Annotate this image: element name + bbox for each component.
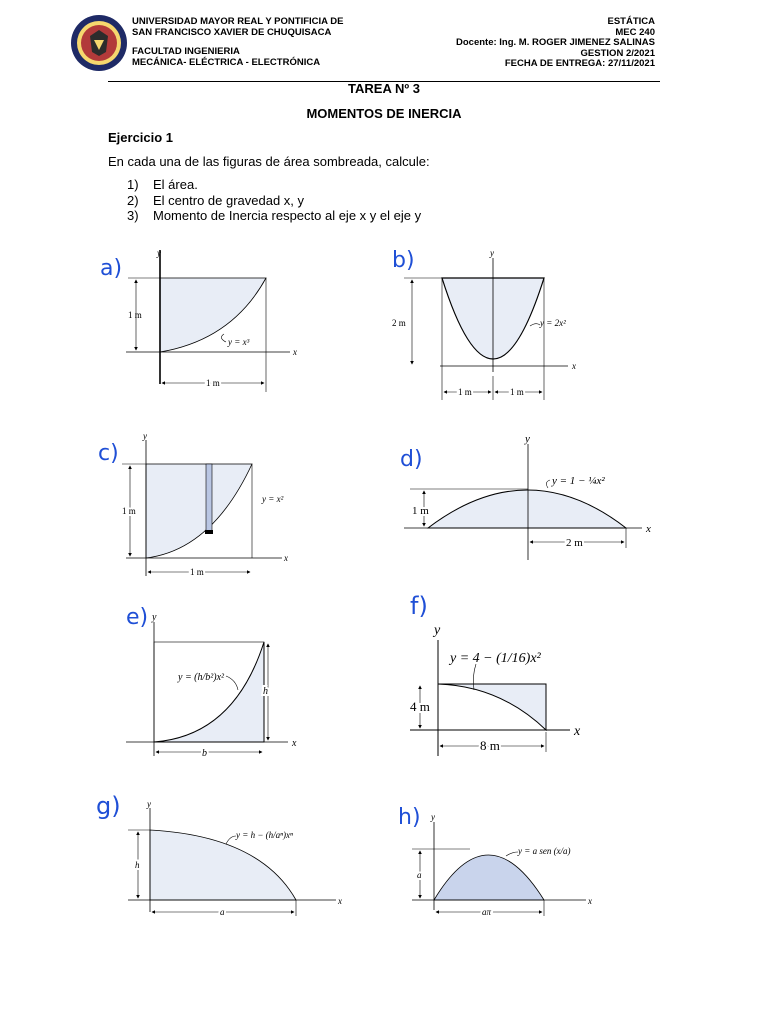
figure-d-tag: d) (400, 447, 423, 472)
figure-h-axis-y: y (431, 812, 435, 822)
figure-d (400, 433, 651, 560)
faculty-programs: MECÁNICA- ELÉCTRICA - ELECTRÓNICA (132, 56, 321, 68)
gestion: GESTION 2/2021 (580, 47, 655, 59)
page-subtitle: MOMENTOS DE INERCIA (306, 106, 462, 121)
figure-b-axis-x: x (572, 361, 576, 371)
figure-h-equation: y = a sen (x/a) (518, 846, 571, 856)
figure-g-axis-x: x (338, 896, 342, 906)
figure-b-equation: y = 2x² (540, 318, 566, 328)
due-date: FECHA DE ENTREGA: 27/11/2021 (504, 58, 655, 69)
figure-g-equation: y = h − (h/aⁿ)xⁿ (236, 830, 293, 840)
figure-a-width-label: 1 m (206, 378, 220, 388)
figure-b-width-right-label: 1 m (510, 387, 524, 397)
figure-f-tag: f) (410, 592, 428, 620)
figure-a (100, 248, 297, 392)
figure-e-width-label: b (202, 748, 207, 759)
faculty-name: FACULTAD INGENIERIA (132, 46, 240, 57)
figure-c (98, 431, 288, 577)
docente: Docente: Ing. M. ROGER JIMENEZ SALINAS (456, 37, 655, 48)
figure-f-width-label: 8 m (480, 738, 500, 753)
exercise-intro: En cada una de las figuras de área sombreada, calcule: (108, 154, 430, 169)
exercise-heading: Ejercicio 1 (108, 130, 174, 145)
figure-a-tag: a) (100, 256, 123, 281)
figure-f (410, 592, 581, 756)
figure-e-axis-y: y (152, 612, 157, 623)
university-name-line2: SAN FRANCISCO XAVIER DE CHUQUISACA (132, 26, 332, 38)
figure-h-width-label: aπ (482, 907, 492, 917)
figure-e-axis-x: x (292, 738, 297, 749)
figure-h-height-label: a (417, 870, 422, 880)
figure-f-height-label: 4 m (410, 699, 430, 714)
figure-g-axis-y: y (147, 799, 151, 809)
figure-d-axis-x: x (646, 523, 651, 535)
figure-b (392, 248, 576, 400)
figure-f-axis-x: x (574, 724, 581, 739)
figure-c-equation: y = x² (262, 494, 284, 504)
list-item: 2) El centro de gravedad x, y (127, 192, 305, 208)
figure-b-tag: b) (392, 248, 415, 273)
figure-f-axis-y: y (434, 623, 441, 638)
figure-a-height-label: 1 m (128, 310, 142, 320)
figure-c-width-label: 1 m (190, 567, 204, 577)
figure-b-axis-y: y (490, 248, 494, 258)
list-item: 1) El área. (127, 177, 198, 192)
figure-d-height-label: 1 m (412, 505, 429, 517)
figure-g-width-label: a (220, 907, 225, 917)
list-item: 3) Momento de Inercia respecto al eje x y el eje y (127, 208, 422, 223)
figure-f-equation: y = 4 − (1/16)x² (450, 651, 541, 666)
university-name-line1: UNIVERSIDAD MAYOR REAL Y PONTIFICIA DE (132, 16, 344, 27)
figure-a-equation: y = x³ (228, 337, 250, 347)
course-name: ESTÁTICA (607, 16, 655, 27)
course-code: MEC 240 (615, 26, 655, 38)
figure-a-axis-x: x (293, 347, 297, 357)
page-title: TAREA Nº 3 (348, 81, 420, 96)
figure-c-axis-x: x (284, 553, 288, 563)
figure-h-tag: h) (398, 805, 421, 830)
figure-c-height-label: 1 m (122, 506, 136, 516)
figure-c-tag: c) (98, 441, 119, 466)
figure-e-tag: e) (126, 605, 149, 630)
figure-g (96, 792, 342, 917)
figure-b-width-left-label: 1 m (458, 387, 472, 397)
figure-d-width-label: 2 m (566, 537, 583, 549)
figure-g-height-label: h (135, 860, 140, 870)
figure-h-axis-x: x (588, 896, 592, 906)
figure-d-equation: y = 1 − ¼x² (552, 475, 605, 487)
figure-d-axis-y: y (525, 433, 530, 445)
figure-h (398, 805, 592, 917)
figure-g-tag: g) (96, 792, 121, 820)
figure-e (126, 605, 297, 759)
figure-a-axis-y: y (157, 248, 161, 258)
figure-c-axis-y: y (143, 431, 147, 441)
figure-e-equation: y = (h/b²)x² (178, 672, 225, 683)
figure-b-height-label: 2 m (392, 318, 406, 328)
figure-e-height-label: h (263, 686, 268, 697)
